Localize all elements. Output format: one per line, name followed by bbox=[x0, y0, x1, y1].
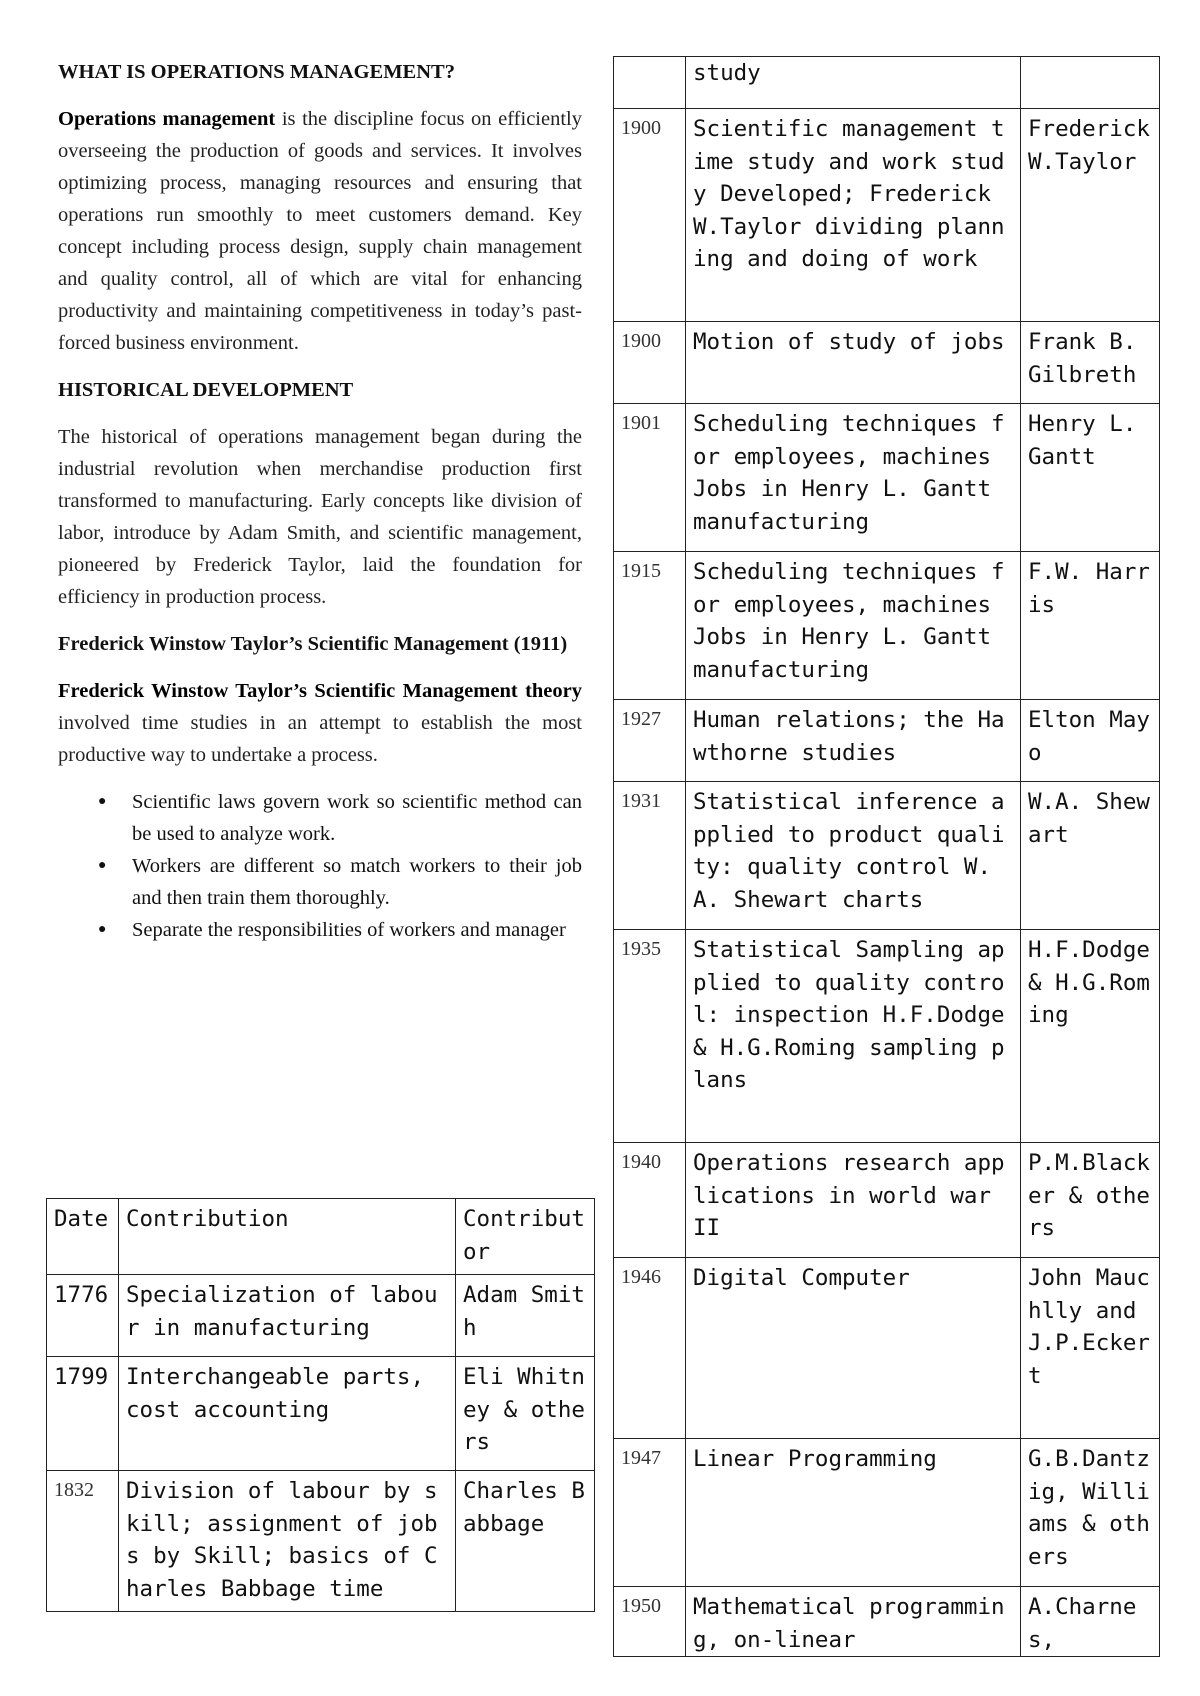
table-row bbox=[614, 700, 1160, 782]
table-row bbox=[614, 1587, 1160, 1657]
row-contributor: Charles Babbage bbox=[456, 1471, 595, 1612]
row-date: 1832 bbox=[47, 1471, 119, 1612]
row-contribution: Scientific management time study and work study Developed; Frederick W.Taylor dividing planning and doing of work bbox=[686, 109, 1021, 322]
row-date bbox=[614, 57, 686, 109]
taylor-lead: Frederick Winstow Taylor’s Scientific Management theory bbox=[58, 680, 582, 702]
row-date: 1950 bbox=[614, 1587, 686, 1657]
row-contributor bbox=[1021, 57, 1160, 109]
row-contributor: P.M.Blacker & others bbox=[1021, 1143, 1160, 1258]
row-contributor: John Mauchlly and J.P.Eckert bbox=[1021, 1258, 1160, 1439]
taylor-body: involved time studies in an attempt to establish the most productive way to undertake a process. bbox=[58, 712, 582, 766]
row-date: 1776 bbox=[47, 1275, 119, 1357]
row-date: 1900 bbox=[614, 109, 686, 322]
row-contributor: A.Charnes, bbox=[1021, 1587, 1160, 1657]
row-contribution: Human relations; the Hawthorne studies bbox=[686, 700, 1021, 782]
header-contributor: Contributor bbox=[456, 1199, 595, 1275]
row-contributor: G.B.Dantzig, Williams & others bbox=[1021, 1439, 1160, 1587]
table-row bbox=[614, 57, 1160, 109]
table-row bbox=[614, 930, 1160, 1143]
row-contribution: Linear Programming bbox=[686, 1439, 1021, 1587]
row-contribution: Division of labour by skill; assignment of jobs by Skill; basics of Charles Babbage time bbox=[119, 1471, 456, 1612]
table-row bbox=[47, 1275, 595, 1357]
row-contribution: Interchangeable parts, cost accounting bbox=[119, 1357, 456, 1471]
row-date: 1901 bbox=[614, 404, 686, 552]
table-row bbox=[614, 1143, 1160, 1258]
row-contributor: Frank B. Gilbreth bbox=[1021, 322, 1160, 404]
row-contribution: Specialization of labour in manufacturing bbox=[119, 1275, 456, 1357]
row-contribution: Motion of study of jobs bbox=[686, 322, 1021, 404]
table-row bbox=[614, 1258, 1160, 1439]
row-contribution: Operations research applications in world war II bbox=[686, 1143, 1021, 1258]
table-row bbox=[614, 109, 1160, 322]
table-row bbox=[47, 1357, 595, 1471]
row-date: 1931 bbox=[614, 782, 686, 930]
table-header-row bbox=[47, 1199, 595, 1275]
row-date: 1946 bbox=[614, 1258, 686, 1439]
list-item: ● Workers are different so match workers to their job and then train them thoroughly. bbox=[132, 850, 582, 914]
table-row bbox=[614, 782, 1160, 930]
table-row bbox=[47, 1471, 595, 1612]
row-date: 1927 bbox=[614, 700, 686, 782]
history-paragraph: The historical of operations management began during the industrial revolution when merchandise production first transformed to manufacturing. Early concepts like division of labor, introduce by Adam Smith, and scientific management, pioneered by Frederick Taylor, laid the foundation for efficiency in production process. bbox=[58, 426, 582, 608]
row-contribution: Mathematical programming, on-linear bbox=[686, 1587, 1021, 1657]
history-heading: HISTORICAL DEVELOPMENT bbox=[58, 379, 354, 401]
row-contributor: F.W. Harris bbox=[1021, 552, 1160, 700]
row-contribution: Statistical Sampling applied to quality control: inspection H.F.Dodge & H.G.Roming sampling plans bbox=[686, 930, 1021, 1143]
history-table-part2 bbox=[613, 56, 1160, 1657]
row-contributor: W.A. Shewart bbox=[1021, 782, 1160, 930]
row-contributor: Eli Whitney & others bbox=[456, 1357, 595, 1471]
list-item: ● Scientific laws govern work so scientific method can be used to analyze work. bbox=[132, 786, 582, 850]
header-date: Date bbox=[47, 1199, 119, 1275]
left-column bbox=[58, 56, 582, 946]
row-date: 1940 bbox=[614, 1143, 686, 1258]
row-date: 1947 bbox=[614, 1439, 686, 1587]
table-row bbox=[614, 1439, 1160, 1587]
table-row bbox=[614, 552, 1160, 700]
row-contributor: Adam Smith bbox=[456, 1275, 595, 1357]
history-table-part1 bbox=[46, 1198, 595, 1612]
header-contribution: Contribution bbox=[119, 1199, 456, 1275]
row-contribution: Statistical inference applied to product quality: quality control W.A. Shewart charts bbox=[686, 782, 1021, 930]
list-item: ● Separate the responsibilities of workers and manager bbox=[132, 914, 582, 946]
table-row bbox=[614, 404, 1160, 552]
taylor-paragraph bbox=[58, 675, 582, 771]
taylor-subheading: Frederick Winstow Taylor’s Scientific Management (1911) bbox=[58, 633, 568, 655]
intro-lead: Operations management bbox=[58, 108, 276, 130]
row-contribution: Scheduling techniques for employees, machines Jobs in Henry L. Gantt manufacturing bbox=[686, 552, 1021, 700]
row-date: 1900 bbox=[614, 322, 686, 404]
row-contribution: Digital Computer bbox=[686, 1258, 1021, 1439]
row-contributor: H.F.Dodge & H.G.Roming bbox=[1021, 930, 1160, 1143]
row-date: 1935 bbox=[614, 930, 686, 1143]
row-date: 1799 bbox=[47, 1357, 119, 1471]
row-contribution: study bbox=[686, 57, 1021, 109]
row-contribution: Scheduling techniques for employees, machines Jobs in Henry L. Gantt manufacturing bbox=[686, 404, 1021, 552]
row-contributor: Henry L. Gantt bbox=[1021, 404, 1160, 552]
row-contributor: Frederick W.Taylor bbox=[1021, 109, 1160, 322]
table-row bbox=[614, 322, 1160, 404]
row-date: 1915 bbox=[614, 552, 686, 700]
taylor-bullet-list bbox=[58, 786, 582, 946]
intro-paragraph bbox=[58, 103, 582, 359]
row-contributor: Elton Mayo bbox=[1021, 700, 1160, 782]
intro-heading: WHAT IS OPERATIONS MANAGEMENT? bbox=[58, 61, 455, 83]
intro-body: is the discipline focus on efficiently overseeing the production of goods and services. It involves optimizing process, managing resources and ensuring that operations run smoothly to meet customers demand. Key concept including process design, supply chain management and quality control, all of which are vital for enhancing productivity and maintaining competitiveness in today’s past-forced business environment. bbox=[58, 108, 582, 354]
